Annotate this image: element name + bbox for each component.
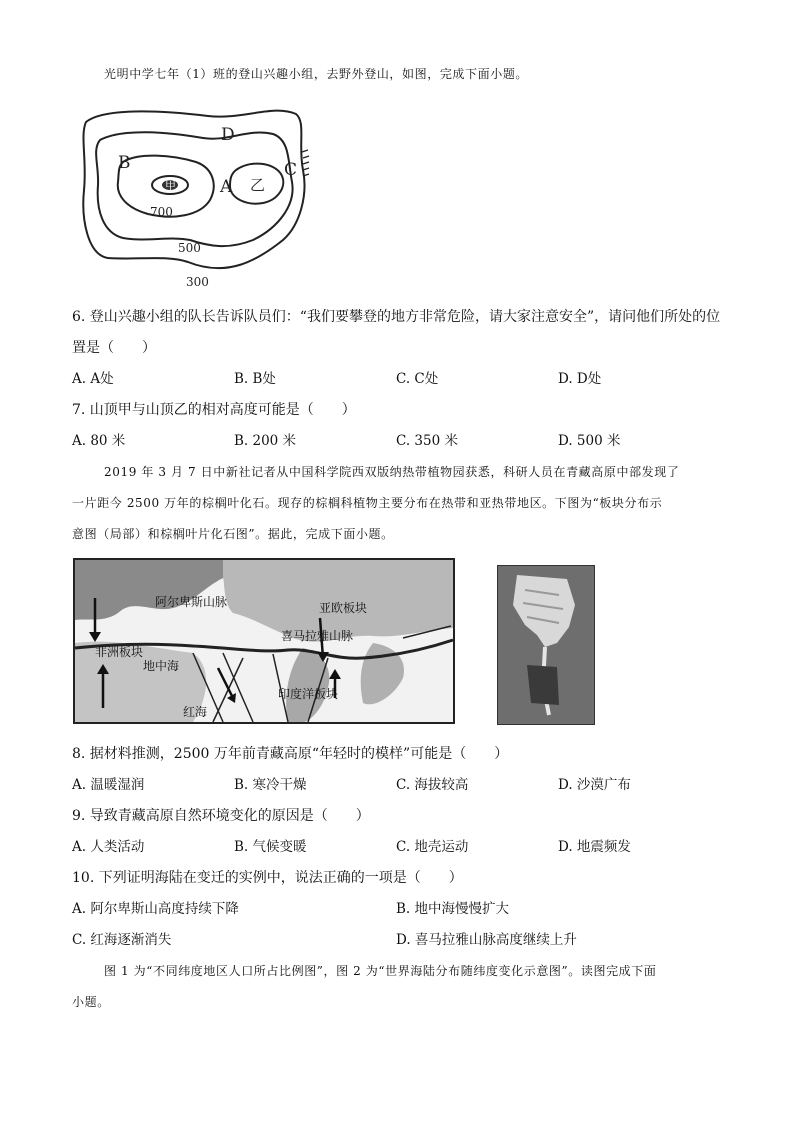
q8-option-a[interactable]: A. 温暖湿润 [72, 777, 145, 793]
q6-option-b[interactable]: B. B处 [234, 371, 276, 387]
q9-option-b[interactable]: B. 气候变暖 [234, 839, 307, 855]
q6-stem-line1: 6. 登山兴趣小组的队长告诉队员们：“我们要攀登的地方非常危险，请大家注意安全”，请问他们所处的位 [72, 309, 721, 325]
peak-yi-label: 乙 [250, 176, 266, 194]
label-himalaya: 喜马拉雅山脉 [281, 629, 354, 643]
q10-option-a[interactable]: A. 阿尔卑斯山高度持续下降 [72, 901, 239, 917]
label-alps: 阿尔卑斯山脉 [155, 595, 228, 609]
point-b-label: B [118, 153, 131, 173]
plate-map [73, 558, 455, 724]
contour-label-500: 500 [178, 241, 201, 255]
point-a-label: A [220, 177, 233, 197]
q7-stem: 7. 山顶甲与山顶乙的相对高度可能是（ ） [72, 402, 356, 418]
palm-leaf-fossil-image [497, 565, 595, 725]
q7-option-d[interactable]: D. 500 米 [558, 433, 621, 449]
label-african-plate: 非洲板块 [95, 645, 144, 659]
q7-option-a[interactable]: A. 80 米 [72, 433, 126, 449]
contour-label-700: 700 [150, 205, 173, 219]
intro-text-2-line1: 2019 年 3 月 7 日中新社记者从中国科学院西双版纳热带植物园获悉，科研人员在青藏高原中部发现了 [104, 465, 680, 479]
intro-text-3-line1: 图 1 为“不同纬度地区人口所占比例图”，图 2 为“世界海陆分布随纬度变化示意图”。读图完成下面 [104, 964, 657, 978]
peak-jia-label: 甲 [165, 179, 176, 192]
q6-option-c[interactable]: C. C处 [396, 371, 439, 387]
contour-label-300: 300 [186, 275, 209, 289]
q8-option-d[interactable]: D. 沙漠广布 [558, 777, 631, 793]
point-c-label: C [284, 160, 298, 180]
q10-option-d[interactable]: D. 喜马拉雅山脉高度继续上升 [396, 932, 577, 948]
intro-text-2-line2: 一片距今 2500 万年的棕榈叶化石。现存的棕榈科植物主要分布在热带和亚热带地区。下图为“板块分布示 [72, 496, 663, 510]
q10-option-b[interactable]: B. 地中海慢慢扩大 [396, 901, 510, 917]
intro-text-2-line3: 意图（局部）和棕榈叶片化石图”。据此，完成下面小题。 [72, 527, 394, 541]
q6-stem-line2: 置是（ ） [72, 340, 156, 356]
q9-stem: 9. 导致青藏高原自然环境变化的原因是（ ） [72, 808, 370, 824]
q7-option-c[interactable]: C. 350 米 [396, 433, 458, 449]
q8-stem: 8. 据材料推测，2500 万年前青藏高原“年轻时的模样”可能是（ ） [72, 746, 509, 762]
q6-option-a[interactable]: A. A处 [72, 371, 114, 387]
q9-option-c[interactable]: C. 地壳运动 [396, 839, 469, 855]
q8-option-b[interactable]: B. 寒冷干燥 [234, 777, 307, 793]
intro-text-3-line2: 小题。 [72, 995, 110, 1009]
q10-option-c[interactable]: C. 红海逐渐消失 [72, 932, 172, 948]
contour-map [78, 100, 318, 295]
label-indian-plate: 印度洋板块 [278, 687, 339, 701]
q10-stem: 10. 下列证明海陆在变迁的实例中，说法正确的一项是（ ） [72, 870, 463, 886]
q6-option-d[interactable]: D. D处 [558, 371, 602, 387]
q9-option-d[interactable]: D. 地震频发 [558, 839, 631, 855]
q8-option-c[interactable]: C. 海拔较高 [396, 777, 469, 793]
intro-text-1: 光明中学七年（1）班的登山兴趣小组，去野外登山，如图，完成下面小题。 [104, 67, 529, 81]
label-mediterranean: 地中海 [143, 659, 180, 673]
label-eurasian-plate: 亚欧板块 [319, 601, 368, 615]
q7-option-b[interactable]: B. 200 米 [234, 433, 297, 449]
point-d-label: D [221, 125, 235, 145]
label-red-sea: 红海 [183, 705, 208, 719]
q9-option-a[interactable]: A. 人类活动 [72, 839, 145, 855]
